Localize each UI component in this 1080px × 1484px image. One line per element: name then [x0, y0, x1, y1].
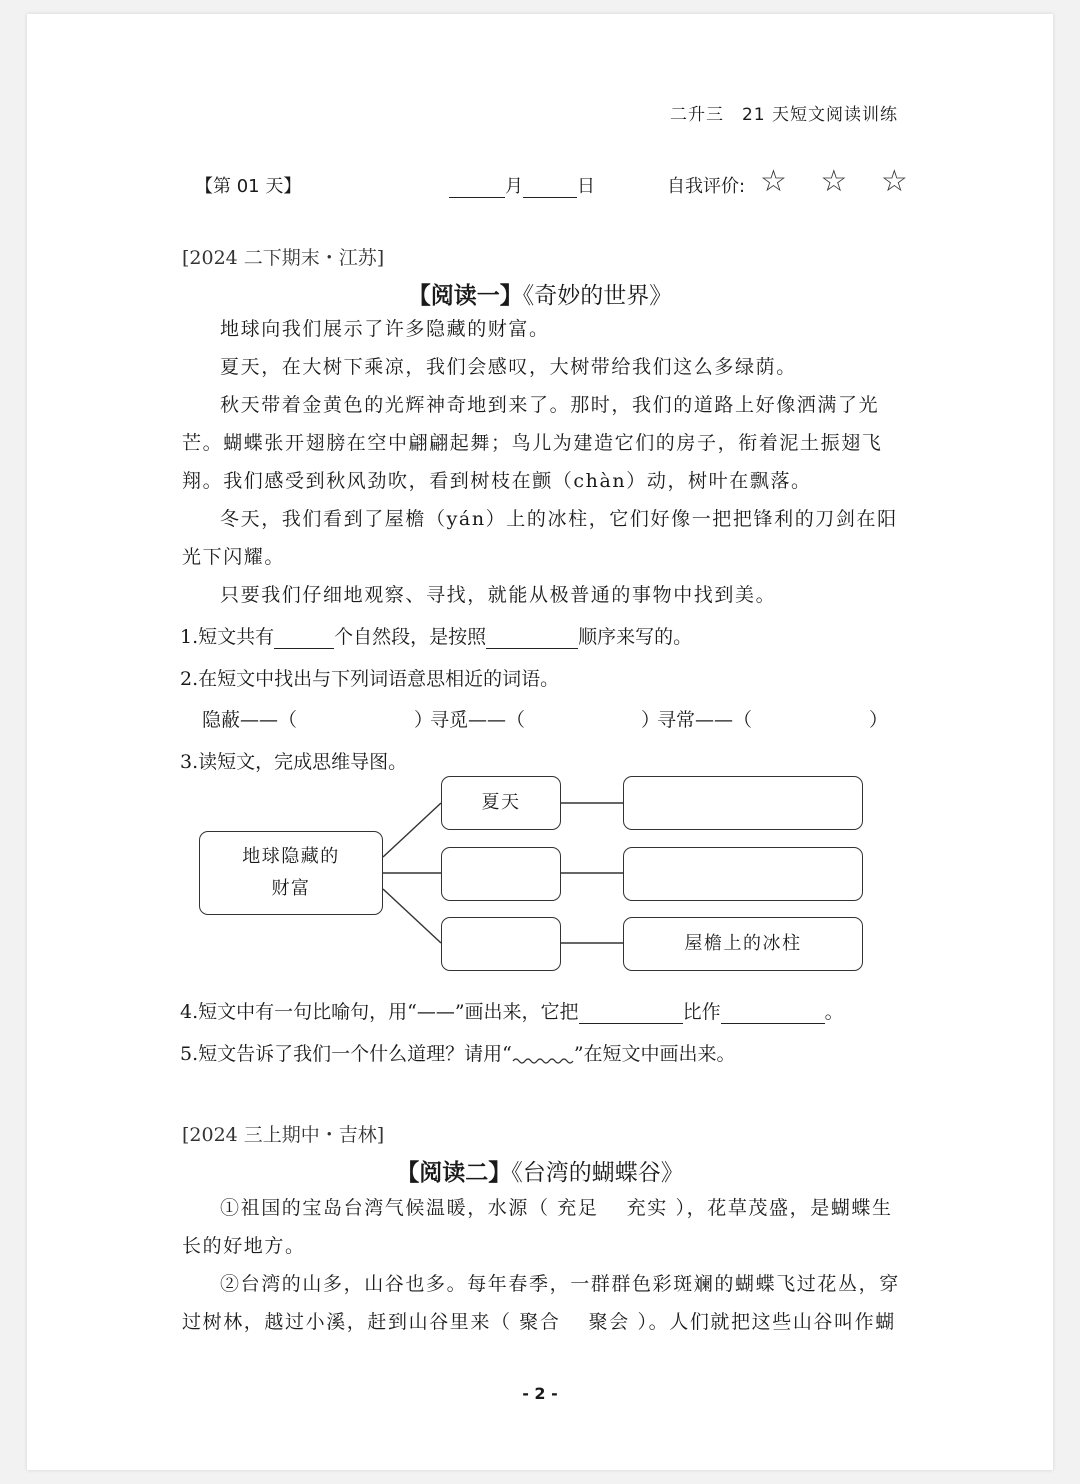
reading2-source: [2024 三上期中・吉林] — [182, 1124, 385, 1146]
reading1-paragraph-4: 冬天，我们看到了屋檐（yán）上的冰柱，它们好像一把把锋利的刀剑在阳光下闪耀。 — [182, 508, 898, 568]
day-char: 日 — [577, 176, 595, 197]
reading2-title-text: 《台湾的蝴蝶谷》 — [511, 1160, 684, 1186]
question-4: 4.短文中有一句比喻句，用“——”画出来，它把 比作 。 — [180, 1001, 844, 1023]
q2-word-2: 寻觅——（ — [430, 709, 526, 731]
reading2-paragraph-1: ①祖国的宝岛台湾气候温暖，水源（ 充足 充实 ），花草茂盛，是蝴蝶生长的好地方。 — [182, 1197, 893, 1257]
reading1-paragraph-5: 只要我们仔细地观察、寻找，就能从极普通的事物中找到美。 — [220, 584, 777, 606]
reading1-paragraph-3: 秋天带着金黄色的光辉神奇地到来了。那时，我们的道路上好像洒满了光芒。蝴蝶张开翅膀在空中翩翩起舞；鸟儿为建造它们的房子，衔着泥土振翅飞翔。我们感受到秋风劲吹，看到树枝在颤（chàn）动，树叶在飘落。 — [182, 394, 883, 492]
day-label: 【第 01 天】 — [195, 176, 302, 197]
month-char: 月 — [505, 176, 523, 197]
q2-close-2: ） — [641, 709, 661, 731]
mindmap-season-1: 夏天 — [441, 776, 561, 830]
reading2-paragraph-2: ②台湾的山多，山谷也多。每年春季，一群群色彩斑斓的蝴蝶飞过花丛，穿过树林，越过小溪，赶到山谷里来（ 聚合 聚会 ）。人们就把这些山谷叫作蝴 — [182, 1273, 900, 1333]
mindmap-season-2[interactable] — [441, 847, 561, 901]
reading1-paragraph-1: 地球向我们展示了许多隐藏的财富。 — [220, 318, 550, 340]
question-5: 5.短文告诉了我们一个什么道理？请用“ ”在短文中画出来。 — [180, 1043, 736, 1065]
connector-root-summer — [383, 803, 441, 857]
star-rating: ☆ ☆ ☆ — [760, 164, 920, 199]
series-title: 二升三 21 天短文阅读训练 — [669, 105, 898, 125]
question-3: 3.读短文，完成思维导图。 — [180, 751, 408, 773]
q2-close-1: ） — [414, 709, 434, 731]
wavy-line-icon — [512, 1044, 574, 1066]
mindmap-detail-3: 屋檐上的冰柱 — [623, 917, 863, 971]
mindmap-detail-1[interactable] — [623, 776, 863, 830]
connector-root-winter — [383, 889, 441, 943]
q2-word-3: 寻常——（ — [657, 709, 753, 731]
worksheet-page — [27, 14, 1053, 1470]
self-eval-label: 自我评价: — [667, 176, 746, 197]
mindmap-root: 地球隐藏的 财富 — [199, 831, 383, 915]
reading1-source: [2024 二下期末・江苏] — [182, 247, 385, 269]
reading2-title-prefix: 【阅读二】 — [396, 1160, 512, 1186]
q2-close-3: ） — [869, 709, 889, 731]
mindmap-season-3[interactable] — [441, 917, 561, 971]
reading1-paragraph-2: 夏天，在大树下乘凉，我们会感叹，大树带给我们这么多绿荫。 — [220, 356, 797, 378]
question-2: 2.在短文中找出与下列词语意思相近的词语。 — [180, 668, 560, 690]
q2-word-1: 隐蔽——（ — [202, 709, 298, 731]
q4-blank-object[interactable] — [721, 1001, 825, 1024]
reading1-title-text: 《奇妙的世界》 — [522, 283, 673, 309]
q4-blank-subject[interactable] — [579, 1001, 683, 1024]
page-number: - 2 - — [522, 1384, 558, 1403]
reading1-title-prefix: 【阅读一】 — [407, 283, 523, 309]
question-1: 1.短文共有 个自然段，是按照 顺序来写的。 — [180, 626, 693, 648]
reading2-title — [27, 1154, 1053, 1187]
mindmap-detail-2[interactable] — [623, 847, 863, 901]
